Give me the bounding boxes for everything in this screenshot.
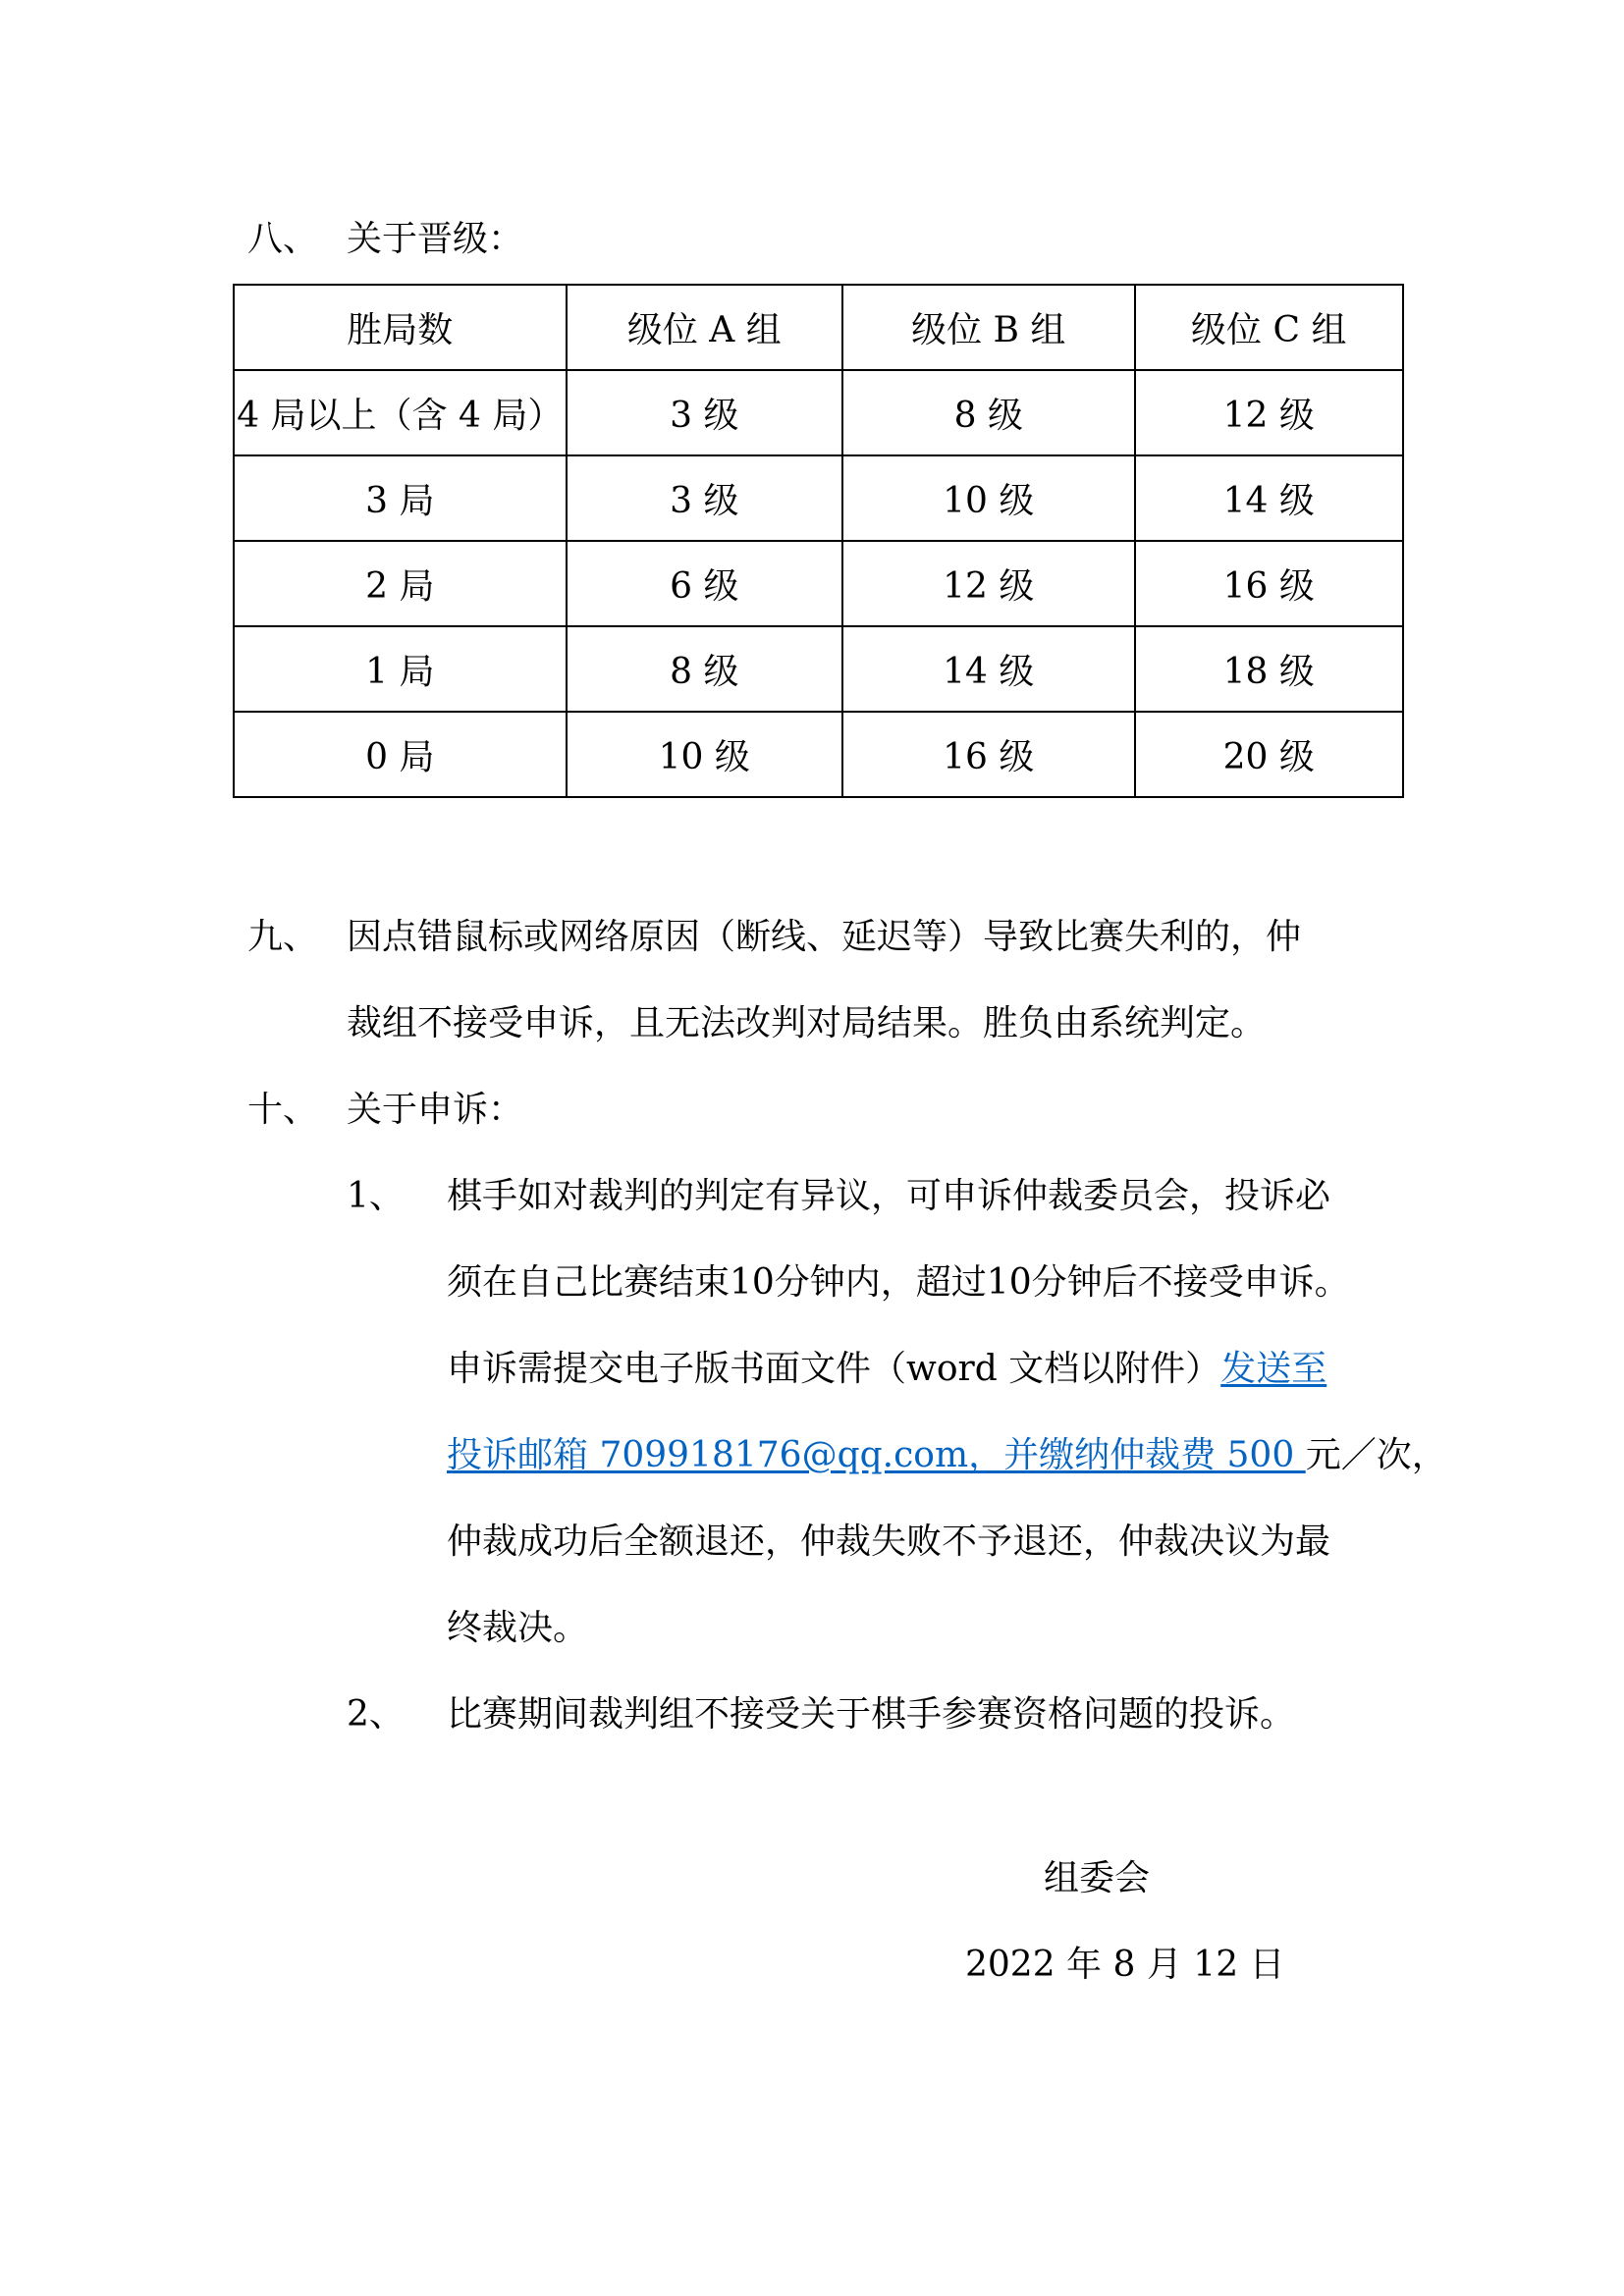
- table-cell: 14 级: [1135, 455, 1403, 541]
- table-cell: 10 级: [567, 712, 842, 797]
- section-9-number: 九、: [247, 917, 319, 957]
- promotion-table: [233, 284, 1404, 798]
- email-link-continued[interactable]: 投诉邮箱 709918176@qq.com，并缴纳仲裁费 500: [447, 1435, 1306, 1475]
- table-cell: 3 级: [567, 370, 842, 455]
- table-header-cell: 级位 B 组: [842, 285, 1134, 370]
- email-link[interactable]: 发送至: [1220, 1349, 1327, 1389]
- table-cell: 2 局: [234, 541, 567, 626]
- item-2-text: 比赛期间裁判组不接受关于棋手参赛资格问题的投诉。: [447, 1694, 1296, 1735]
- table-cell: 8 级: [842, 370, 1134, 455]
- table-row: [234, 541, 1403, 626]
- table-cell: 4 局以上（含 4 局）: [234, 370, 567, 455]
- table-cell: 10 级: [842, 455, 1134, 541]
- table-row: [234, 626, 1403, 712]
- table-cell: 6 级: [567, 541, 842, 626]
- table-cell: 14 级: [842, 626, 1134, 712]
- table-cell: 8 级: [567, 626, 842, 712]
- table-cell: 12 级: [842, 541, 1134, 626]
- item-1-line-5: 仲裁成功后全额退还，仲裁失败不予退还，仲裁决议为最: [447, 1522, 1331, 1562]
- table-header-cell: 胜局数: [234, 285, 567, 370]
- section-9-line-1: 因点错鼠标或网络原因（断线、延迟等）导致比赛失利的，仲: [347, 917, 1302, 957]
- item-2-number: 2、: [347, 1694, 405, 1735]
- table-row: [234, 370, 1403, 455]
- table-row: [234, 712, 1403, 797]
- section-8-title: 关于晋级：: [347, 219, 524, 259]
- table-cell: 20 级: [1135, 712, 1403, 797]
- table-row: [234, 455, 1403, 541]
- table-cell: 18 级: [1135, 626, 1403, 712]
- signature-date: 2022 年 8 月 12 日: [965, 1945, 1285, 1985]
- signature-organization: 组委会: [1044, 1858, 1151, 1898]
- table-cell: 3 局: [234, 455, 567, 541]
- table-header-cell: 级位 A 组: [567, 285, 842, 370]
- table-cell: 1 局: [234, 626, 567, 712]
- section-10-number: 十、: [247, 1090, 319, 1130]
- item-1-line-2: 须在自己比赛结束10分钟内，超过10分钟后不接受申诉。: [447, 1262, 1350, 1303]
- item-1-line-3: [447, 1348, 1326, 1391]
- table-cell: 0 局: [234, 712, 567, 797]
- section-8-number: 八、: [247, 219, 319, 259]
- table-cell: 16 级: [1135, 541, 1403, 626]
- table-cell: 16 级: [842, 712, 1134, 797]
- item-1-line-4-text: 元／次，: [1305, 1435, 1447, 1475]
- item-1-line-6: 终裁决。: [447, 1608, 589, 1648]
- table-header-cell: 级位 C 组: [1135, 285, 1403, 370]
- item-1-line-1: 棋手如对裁判的判定有异议，可申诉仲裁委员会，投诉必: [447, 1176, 1331, 1216]
- table-cell: 3 级: [567, 455, 842, 541]
- section-10-title: 关于申诉：: [347, 1090, 524, 1130]
- item-1-line-4: [447, 1434, 1447, 1477]
- table-header-row: [234, 285, 1403, 370]
- table-cell: 12 级: [1135, 370, 1403, 455]
- item-1-line-3-text: 申诉需提交电子版书面文件（word 文档以附件）: [447, 1349, 1221, 1389]
- item-1-number: 1、: [347, 1176, 405, 1216]
- section-9-line-2: 裁组不接受申诉，且无法改判对局结果。胜负由系统判定。: [347, 1003, 1267, 1043]
